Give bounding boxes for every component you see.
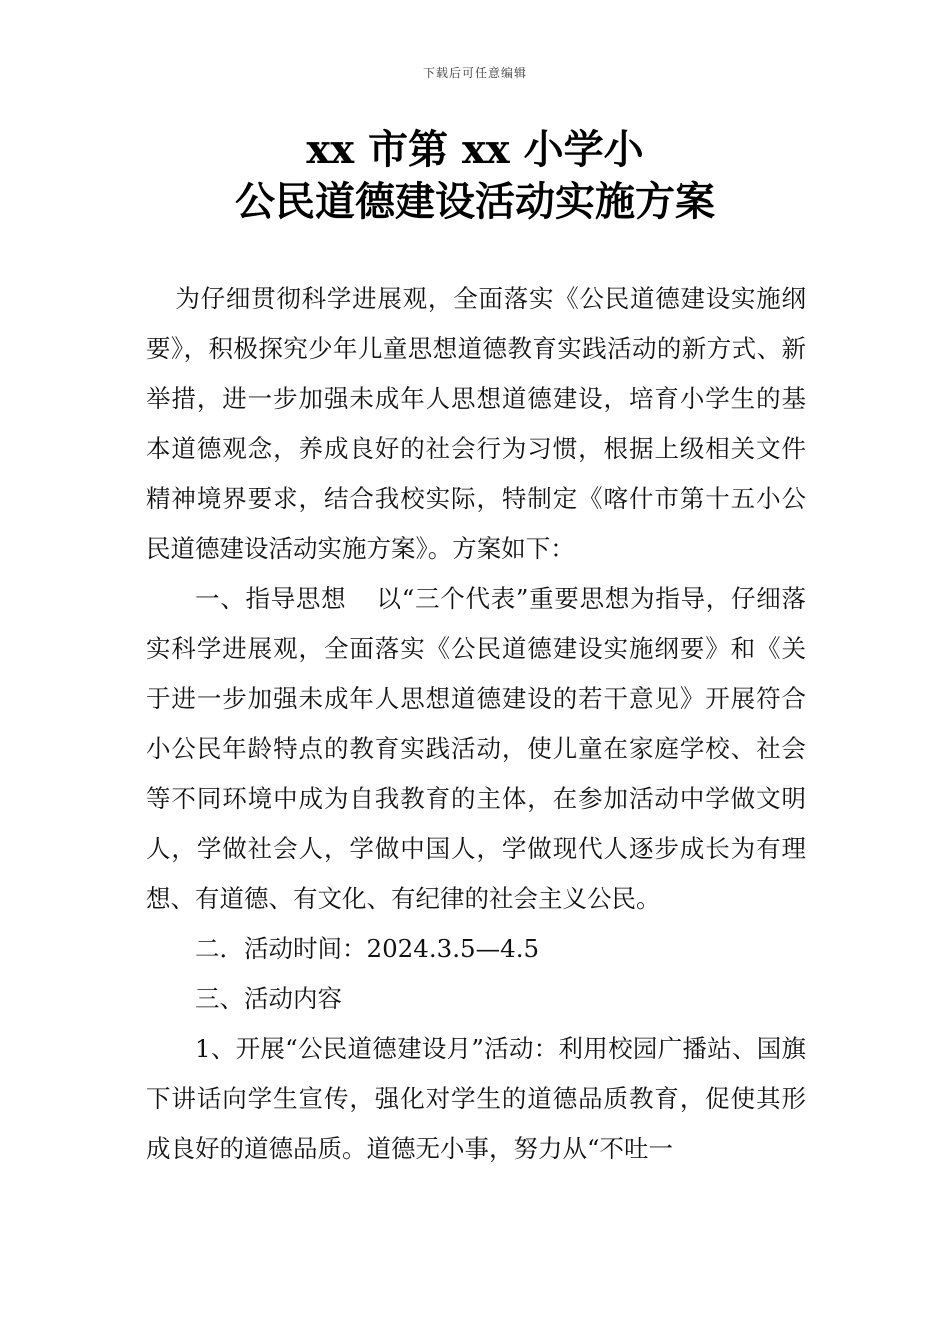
section-3-heading: 三、活动内容 [195,984,342,1013]
document-body [146,274,806,1174]
document-title-line-1: xx 市第 xx 小学小 [306,126,644,173]
item-1-paragraph: 1、开展“公民道德建设月”活动：利用校园广播站、国旗下讲话向学生宣传，强化对学生的道德品质教育，促使其形成良好的道德品质。道德无小事，努力从“不吐一 [146,1034,806,1163]
intro-paragraph: 为仔细贯彻科学进展观，全面落实《公民道德建设实施纲要》，积极探究少年儿童思想道德教育实践活动的新方式、新举措，进一步加强未成年人思想道德建设，培育小学生的基本道德观念，养成良好的社会行为习惯，根据上级相关文件精神境界要求，结合我校实际，特制定《喀什市第十五小公民道德建设活动实施方案》。方案如下： [146,284,806,563]
section-1-body: 以“三个代表”重要思想为指导，仔细落实科学进展观，全面落实《公民道德建设实施纲要》和《关于进一步加强未成年人思想道德建设的若干意见》开展符合小公民年龄特点的教育实践活动，使儿童在家庭学校、社会等不同环境中成为自我教育的主体，在参加活动中学做文明人，学做社会人，学做中国人，学做现代人逐步成长为有理想、有道德、有文化、有纪律的社会主义公民。 [146,584,806,913]
header-note: 下载后可任意编辑 [422,66,527,80]
document-title-line-2: 公民道德建设活动实施方案 [235,178,715,225]
section-2-paragraph: 二．活动时间：2024.3.5—4.5 [195,934,540,963]
section-1-heading: 一、指导思想 [195,584,347,613]
section-1-paragraph [146,574,806,924]
